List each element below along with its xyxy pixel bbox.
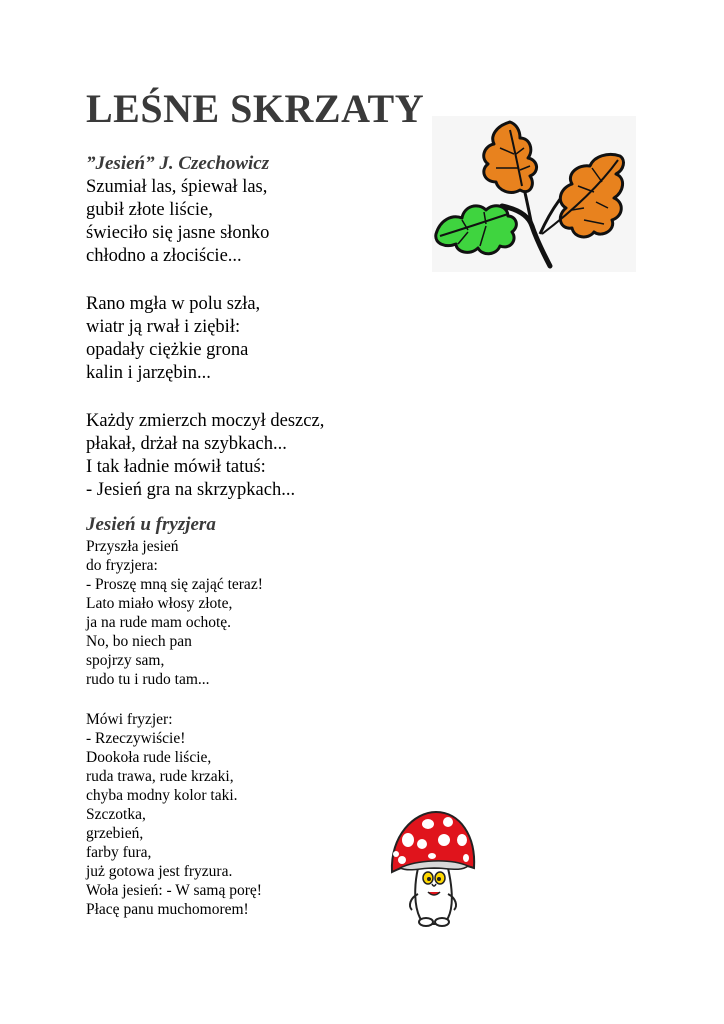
stanza [86,293,416,385]
poem-line: kalin i jarzębin... [86,363,211,383]
poem-line: - Rzeczywiście! [86,730,186,747]
stanza [86,710,416,919]
poem-line: Szczotka, [86,806,146,823]
poem-line: ja na rude mam ochotę. [86,614,232,631]
page-title: LEŚNE SKRZATY [86,86,425,131]
poem-title: ”Jesień” J. Czechowicz [86,153,270,174]
poem-line: - Jesień gra na skrzypkach... [86,480,296,500]
poem-line: - Proszę mną się zająć teraz! [86,576,263,593]
mushroom-icon [388,806,478,928]
poem-line: Szumiał las, śpiewał las, [86,177,268,197]
poem-line: już gotowa jest fryzura. [86,863,233,880]
stanza [86,537,416,689]
poem-line: Woła jesień: - W samą porę! [86,882,262,899]
toadstool-mushroom-illustration [388,806,478,928]
poem-line: Rano mgła w polu szła, [86,294,261,314]
poem-line: Przyszła jesień [86,538,179,555]
poem-line: farby fura, [86,844,152,861]
stanza [86,176,416,268]
poem-line: Mówi fryzjer: [86,711,173,728]
poem-jesien-u-fryzjera [86,513,416,940]
poem-line: Dookoła rude liście, [86,749,212,766]
poem-line: płakał, drżał na szybkach... [86,434,287,454]
poem-line: opadały ciężkie grona [86,340,249,360]
poem-line: I tak ładnie mówił tatuś: [86,457,266,477]
poem-line: No, bo niech pan [86,633,192,650]
autumn-leaves-illustration [432,116,636,272]
poem-line: Płacę panu muchomorem! [86,901,249,918]
poem-title: Jesień u fryzjera [86,514,216,535]
poem-line: rudo tu i rudo tam... [86,671,210,688]
poem-jesien [86,152,416,527]
poem-line: do fryzjera: [86,557,158,574]
poem-line: Każdy zmierzch moczył deszcz, [86,411,325,431]
poem-line: chłodno a złociście... [86,246,242,266]
poem-line: świeciło się jasne słonko [86,223,270,243]
poem-line: Lato miało włosy złote, [86,595,233,612]
poem-line: wiatr ją rwał i ziębił: [86,317,241,337]
poem-line: chyba modny kolor taki. [86,787,238,804]
stanza [86,410,416,502]
poem-line: gubił złote liście, [86,200,213,220]
poem-line: ruda trawa, rude krzaki, [86,768,234,785]
oak-leaves-icon [432,116,636,272]
poem-line: grzebień, [86,825,144,842]
poem-line: spojrzy sam, [86,652,165,669]
